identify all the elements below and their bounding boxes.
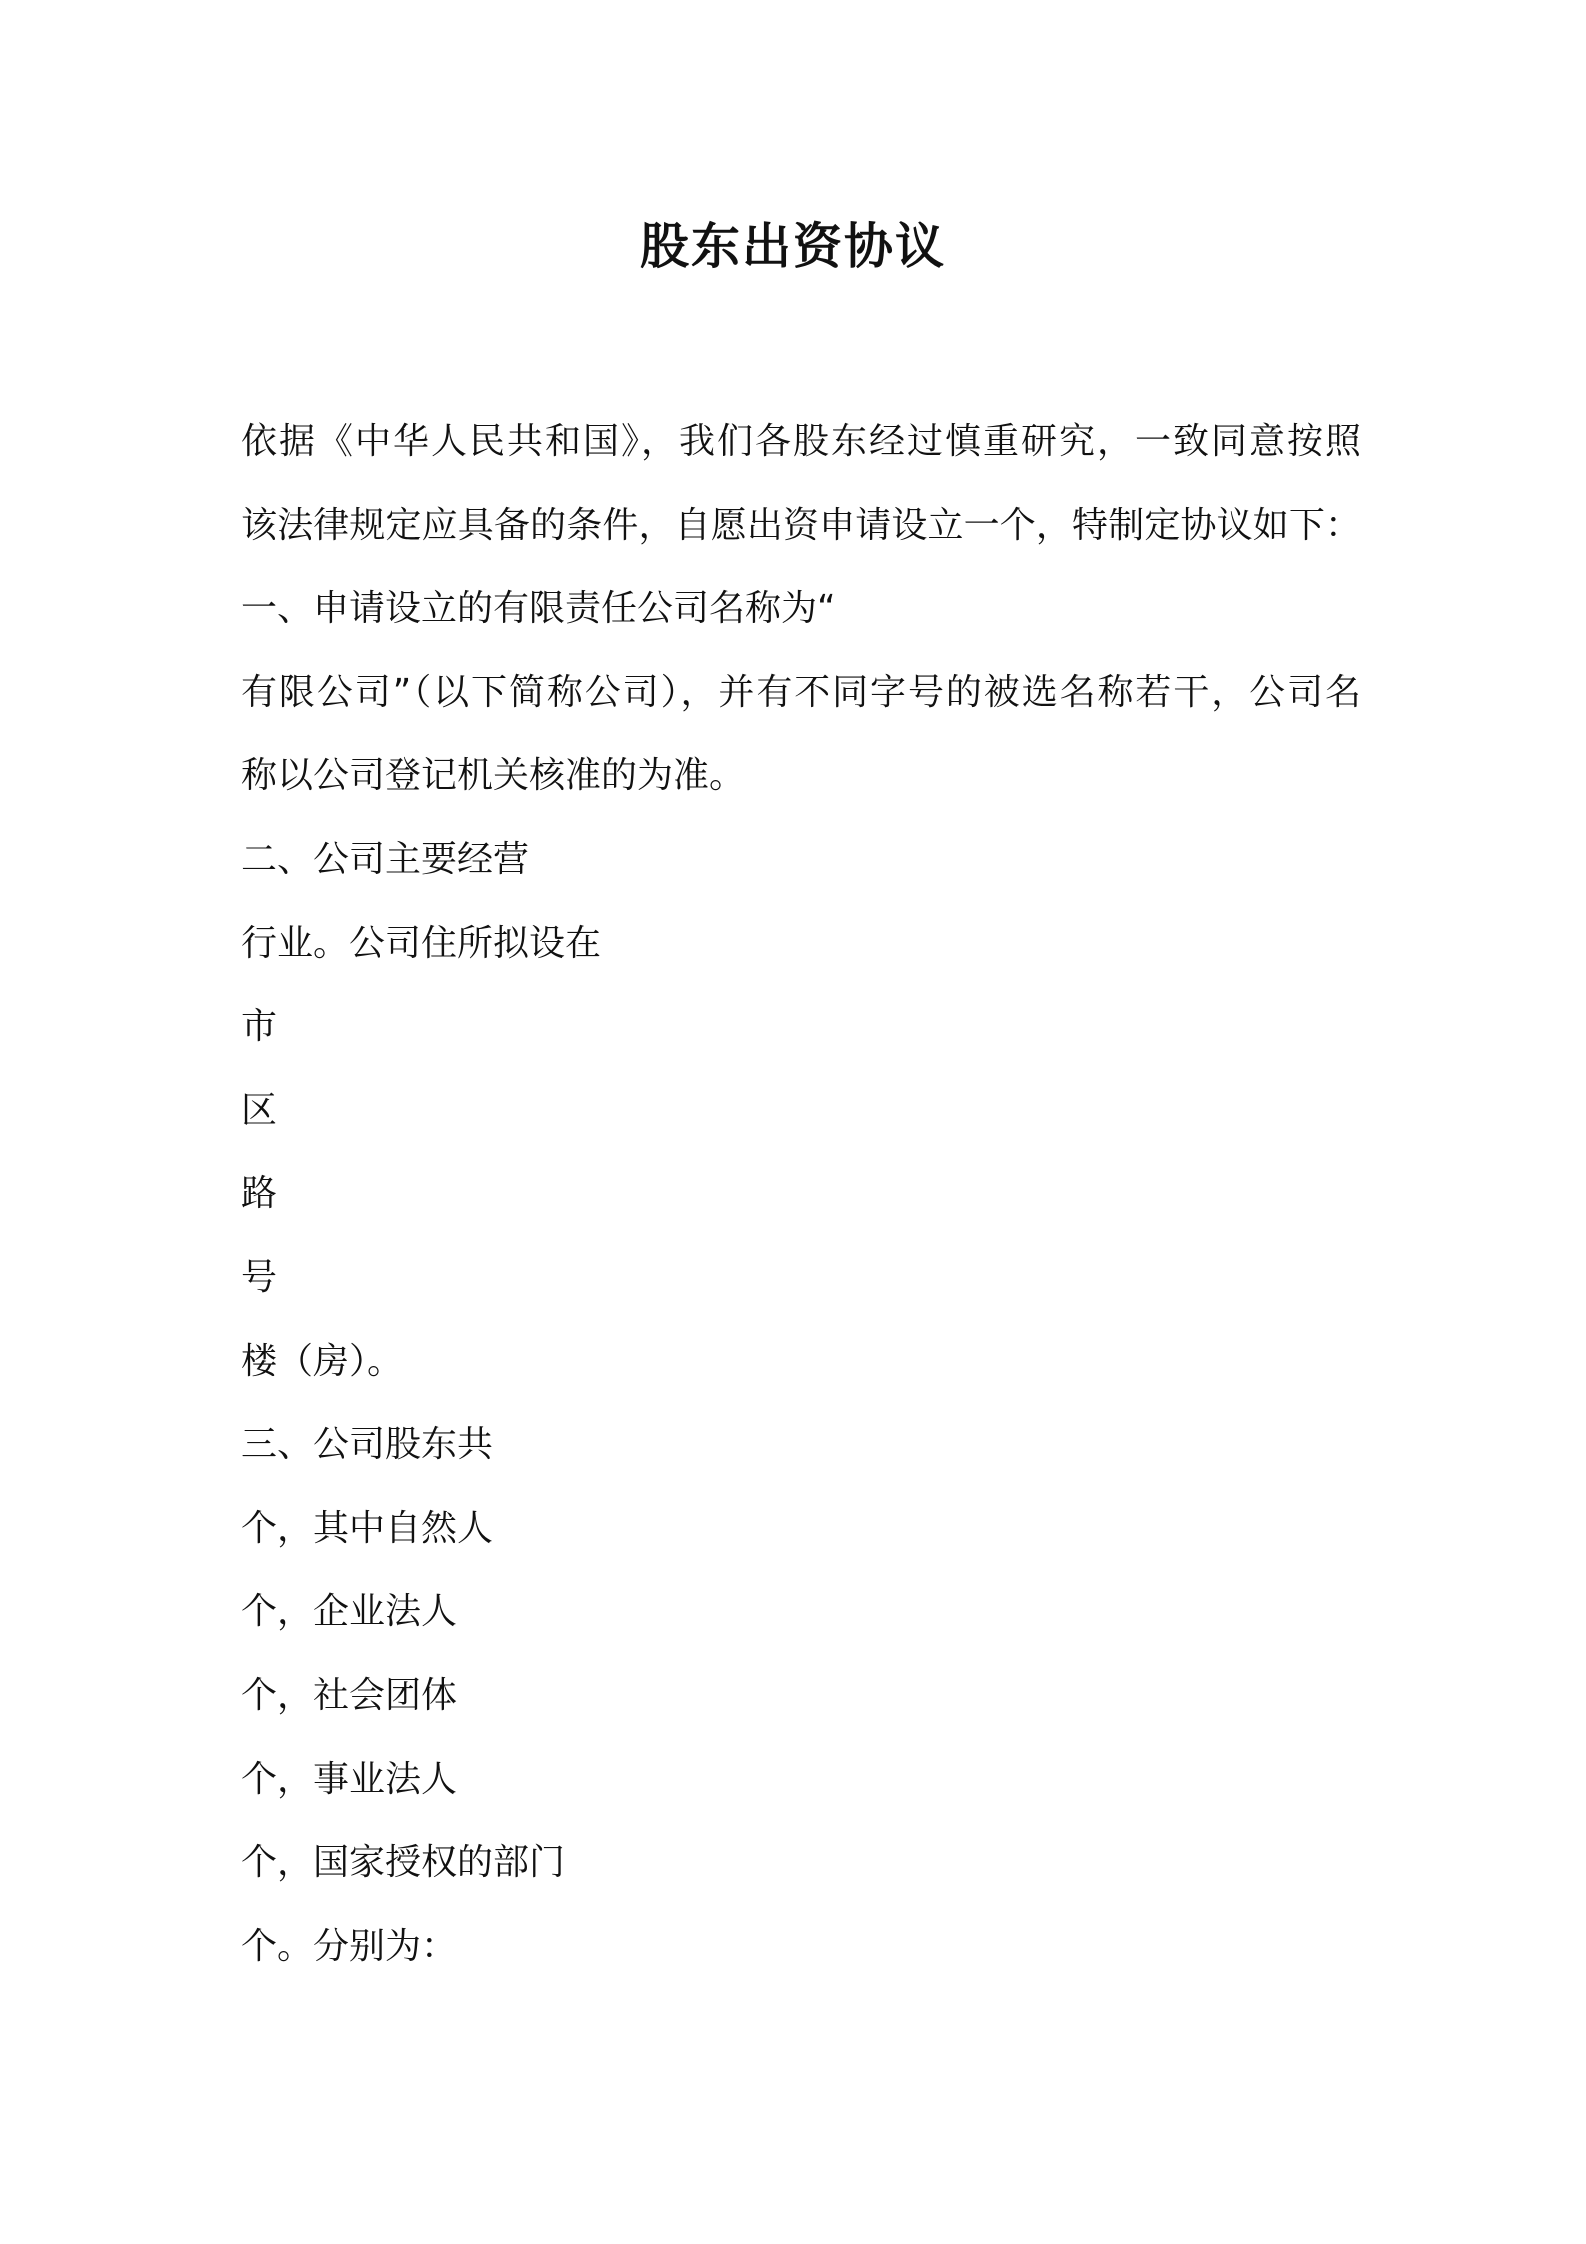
address-number: 号	[241, 1256, 278, 1298]
address-district: 区	[241, 1089, 278, 1131]
shareholder-state-authorized-departments: 个，国家授权的部门	[241, 1842, 566, 1884]
clause-three-heading: 三、公司股东共	[241, 1424, 494, 1466]
address-road: 路	[241, 1173, 278, 1215]
paragraph-line: 称以公司登记机关核准的为准。	[241, 755, 746, 797]
shareholder-enterprise-legal-persons: 个，企业法人	[241, 1591, 458, 1633]
document-body	[241, 400, 1361, 1988]
paragraph-line: 该法律规定应具备的条件，自愿出资申请设立一个，特制定协议如下：	[241, 504, 1361, 546]
clause-two-heading: 二、公司主要经营	[241, 838, 530, 880]
document-title: 股东出资协议	[639, 218, 946, 275]
shareholder-list-intro: 个。分别为：	[241, 1925, 458, 1967]
address-city: 市	[241, 1006, 278, 1048]
paragraph-line: 有限公司”（以下简称公司），并有不同字号的被选名称若干，公司名	[241, 671, 1361, 713]
shareholder-institution-legal-persons: 个，事业法人	[241, 1758, 458, 1800]
address-building: 楼（房）。	[241, 1340, 404, 1382]
clause-one-heading: 一、申请设立的有限责任公司名称为“	[241, 588, 836, 630]
paragraph-line: 依据《中华人民共和国》，我们各股东经过慎重研究，一致同意按照	[241, 421, 1361, 462]
paragraph-line: 行业。公司住所拟设在	[241, 922, 602, 964]
shareholder-social-groups: 个，社会团体	[241, 1674, 458, 1716]
shareholder-natural-persons: 个，其中自然人	[241, 1507, 494, 1549]
